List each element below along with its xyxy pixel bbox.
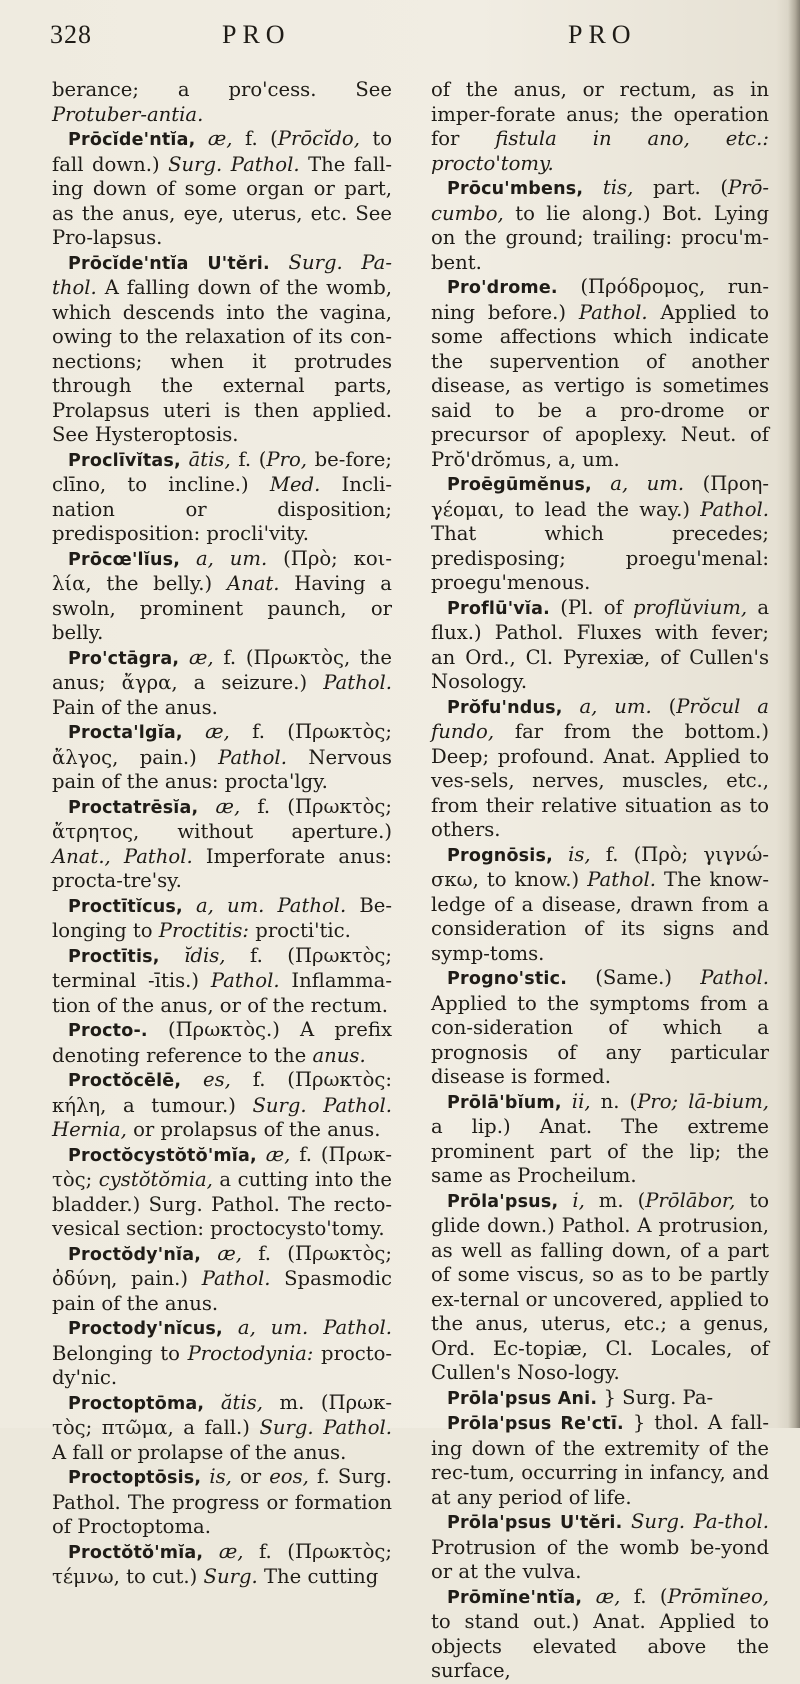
dictionary-entry — [431, 596, 769, 695]
entry-grammar: Surg. Pa-thol. — [630, 1510, 769, 1533]
entry-headword: Proctītis, — [68, 946, 160, 967]
entry-text-italic: Pro, — [266, 447, 307, 471]
entry-text: (Same.) — [595, 966, 701, 989]
entry-text: f. (Πρωκτὸς; terminal -ītis.) — [52, 943, 392, 992]
entry-text: m. (Πρωκ-τὸς; πτῶμα, a fall.) — [52, 1390, 392, 1439]
dictionary-entry — [52, 795, 392, 894]
entry-grammar: æ, — [265, 1142, 291, 1166]
entry-text-italic: Prōcĭdo, — [277, 127, 360, 150]
entry-text-italic: Anat., Pathol. — [52, 844, 193, 868]
dictionary-entry — [52, 1391, 392, 1466]
dictionary-entry — [52, 78, 392, 127]
entry-space — [567, 966, 595, 989]
dictionary-entry — [52, 1465, 392, 1540]
entry-text: of the anus, or rectum, as in imper-forate anus; the operation for — [431, 78, 769, 150]
entry-text-italic: Prōlābor, — [645, 1188, 736, 1212]
entry-text: That which precedes; predisposing; proegu'menal: proegu'menous. — [431, 522, 769, 594]
entry-space — [198, 795, 215, 818]
entry-text: f. ( — [232, 127, 278, 150]
page-number: 328 — [50, 20, 92, 49]
entry-text-italic: Surg. Pathol. Hernia, — [52, 1093, 392, 1141]
entry-headword: Proflū'vĭa. — [447, 598, 550, 619]
dictionary-entry — [431, 78, 769, 176]
entry-text-italic: Proctitis: — [158, 919, 250, 942]
dictionary-entry — [431, 1090, 769, 1189]
dictionary-entry — [431, 1386, 769, 1412]
dictionary-entry — [52, 127, 392, 251]
entry-grammar: is, — [568, 842, 591, 866]
entry-headword: Prōcĭde'ntĭa U'tĕri. — [68, 253, 270, 274]
entry-headword: Prōla'psus, — [447, 1191, 559, 1212]
entry-definition: The fall-ing down of some organ or part, as the anus, eye, uterus, etc. See Pro-lapsus. — [52, 152, 392, 249]
dictionary-entry — [431, 1189, 769, 1386]
running-head-right: PRO — [568, 20, 637, 49]
entry-definition: Incli-nation or disposition; predisposition: procli'vity. — [52, 473, 392, 545]
dictionary-entry — [431, 472, 769, 596]
entry-text: or — [231, 1465, 270, 1488]
entry-grammar: æ, — [218, 1539, 244, 1563]
entry-headword: Proctŏcystŏtŏ'mĭa, — [68, 1145, 257, 1166]
left-column — [52, 78, 392, 1590]
dictionary-entry — [52, 1068, 392, 1143]
dictionary-entry — [52, 1242, 392, 1317]
entry-headword: Prōla'psus Re'ctī. — [447, 1414, 624, 1434]
entry-space — [550, 596, 560, 619]
dictionary-entry — [431, 1510, 769, 1585]
entry-text: Protrusion of the womb be-yond or at the vulva. — [431, 1535, 769, 1583]
entry-field-label: Med. — [269, 473, 321, 496]
dictionary-entry — [52, 894, 392, 944]
entry-text: n. ( — [590, 1089, 638, 1113]
entry-field-label: Surg. Pathol. — [168, 152, 300, 176]
entry-headword: Proctŏcēlē, — [68, 1071, 182, 1091]
entry-text: Pain of the anus. — [52, 695, 218, 719]
entry-grammar: æ, — [595, 1584, 621, 1608]
entry-text: The know-ledge of a disease, drawn from a consideration of its signs and symp-toms. — [431, 868, 770, 965]
entry-grammar: Surg. Pa-thol. — [52, 250, 392, 299]
entry-headword: Proctoptōma, — [68, 1393, 205, 1414]
entry-text: Inflamma-tion of the anus, or of the rectum. — [52, 969, 392, 1017]
entry-text: } Surg. Pa- — [603, 1385, 714, 1409]
entry-text: f. (Πρωκτὸς; ἄλγος, pain.) — [52, 720, 392, 769]
entry-text: (Πρωκτὸς.) A prefix denoting reference to the — [52, 1018, 392, 1067]
dictionary-entry — [52, 720, 392, 795]
entry-text: f. ( — [230, 447, 267, 471]
entry-grammar: æ, — [207, 127, 233, 150]
entry-space — [183, 894, 196, 917]
entry-space — [257, 1143, 266, 1166]
entry-space — [183, 720, 205, 743]
dictionary-entry — [431, 275, 769, 472]
dictionary-entry — [431, 695, 769, 843]
entry-text-italic: Prŏcul a fundo, — [431, 694, 769, 743]
entry-grammar: tis, — [602, 176, 634, 199]
entry-text-italic: Pathol. — [587, 868, 656, 891]
entry-text: Applied to some affections which indicate the supervention of another disease, as vertigo is sometimes said to be a pro-drome or precursor of apoplexy. Neut. of Prŏ'drŏmus, a, um. — [431, 300, 769, 471]
entry-text: f. (Πρωκ-τὸς; — [52, 1142, 392, 1191]
entry-headword: Prōla'psus U'tĕri. — [447, 1513, 623, 1533]
entry-text: a lip.) Anat. The extreme prominent part of the lip; the same as Procheilum. — [431, 1115, 769, 1187]
entry-text-italic: eos, — [269, 1465, 309, 1488]
entry-text: Spasmodic pain of the anus. — [52, 1267, 392, 1315]
entry-space — [592, 472, 610, 495]
dictionary-entry — [52, 251, 392, 448]
entry-text-italic: fistula in ano, etc.: procto'tomy. — [431, 127, 769, 175]
entry-text: to lie along.) Bot. Lying on the ground; trailing: procu'm-bent. — [431, 201, 769, 274]
entry-space — [201, 1242, 217, 1265]
entry-grammar: ii, — [571, 1089, 591, 1113]
dictionary-entry — [431, 1411, 769, 1510]
entry-text: m. ( — [584, 1188, 646, 1212]
entry-text: (Προη-γέομαι, to lead the way.) — [431, 472, 769, 521]
entry-headword: Pro'drome. — [447, 278, 558, 298]
entry-space — [160, 944, 185, 967]
dictionary-entry — [52, 646, 392, 721]
entry-space — [195, 127, 207, 150]
entry-headword: Prōla'psus Ani. — [447, 1388, 598, 1409]
entry-headword: Procto-. — [68, 1021, 148, 1041]
entry-text-italic: Surg. — [203, 1565, 258, 1588]
entry-grammar: a, um. — [195, 546, 268, 570]
entry-grammar: ătis, — [220, 1390, 263, 1414]
entry-text-italic: Pathol. — [700, 966, 769, 989]
entry-text-italic: Pro; lā-bium, — [637, 1089, 770, 1113]
dictionary-entry — [52, 547, 392, 646]
entry-text-italic: cystŏtŏmia, — [98, 1168, 213, 1191]
entry-text-italic: Prō-cumbo, — [431, 176, 769, 225]
entry-text: (Pl. of — [560, 595, 633, 619]
entry-space — [181, 1068, 203, 1091]
entry-space — [553, 843, 568, 866]
entry-headword: Prōmĭne'ntĭa, — [447, 1587, 583, 1608]
entry-text: } thol. A fall-ing down of the extremity of the rec-tum, occurring in infancy, and at any period of life. — [431, 1411, 769, 1509]
entry-text-italic: Pathol. — [210, 969, 280, 992]
entry-text: f. (Πρωκτὸς, the anus; ἄγρα, a seizure.) — [52, 645, 392, 694]
page-edge-shadow — [788, 0, 800, 1428]
entry-text-italic: Proctodynia: — [187, 1341, 314, 1365]
entry-space — [563, 695, 580, 718]
entry-grammar: ātis, — [188, 447, 231, 471]
entry-text: f. Surg. Pathol. The progress or formation of Proctoptoma. — [52, 1465, 392, 1538]
entry-space — [558, 1189, 572, 1212]
entry-headword: Proctŏdy'nĭa, — [68, 1244, 202, 1265]
right-column — [431, 78, 769, 1684]
entry-text-italic: Protuber-antia. — [52, 102, 204, 126]
entry-text: to fall down.) — [52, 127, 392, 176]
entry-text: ( — [651, 694, 677, 718]
entry-text: (Πρὸ; κοι-λία, the belly.) — [52, 546, 392, 595]
entry-text-italic: anus. — [312, 1043, 366, 1067]
entry-grammar: a, um. — [579, 694, 652, 718]
entry-text-italic: Pathol. — [323, 671, 392, 694]
dictionary-entry — [52, 944, 392, 1019]
entry-text: a cutting into the bladder.) Surg. Pathol. The recto-vesical section: proctocysto'tomy. — [52, 1168, 392, 1240]
entry-headword: Proctītĭcus, — [68, 896, 183, 917]
entry-text: berance; a pro'cess. See — [52, 78, 392, 101]
running-head — [0, 20, 790, 54]
entry-headword: Proclīvĭtas, — [68, 450, 181, 471]
entry-space — [582, 1585, 595, 1608]
entry-text-italic: Pathol. — [218, 745, 287, 769]
entry-grammar: æ, — [217, 1241, 242, 1265]
entry-headword: Proēgūmĕnus, — [447, 475, 592, 495]
entry-text: Belonging to — [52, 1341, 188, 1365]
entry-text: or prolapsus of the anus. — [126, 1118, 381, 1141]
entry-text: Nervous pain of the anus: procta'lgy. — [52, 745, 392, 793]
entry-text: far from the bottom.) Deep; profound. Anat. Applied to ves-sels, nerves, muscles, etc., from their relative situation as to others. — [431, 720, 769, 841]
entry-text: to glide down.) Pathol. A protrusion, as well as falling down, of a part of some viscus, so as to be partly ex-ternal or uncovered, applied to the anus, uterus, etc.; a genus, Ord. Ec-topiæ, Cl. Locales, of Cullen's Noso-logy. — [431, 1188, 769, 1384]
entry-text: A falling down of the womb, which descends into the vagina, owing to the relaxation of its con-nections; when it protrudes through the external parts, Prolapsus uteri is then applied. See Hysteroptosis. — [52, 276, 392, 446]
entry-space — [583, 176, 603, 199]
entry-headword: Progno'stic. — [447, 969, 568, 989]
entry-text: f. (Πρωκτὸς; ὀδύνη, pain.) — [52, 1241, 392, 1290]
dictionary-entry — [431, 966, 769, 1090]
dictionary-entry — [431, 1585, 769, 1684]
entry-grammar: es, — [203, 1068, 231, 1091]
entry-headword: Pro'ctāgra, — [68, 648, 180, 669]
entry-text: part. ( — [633, 176, 729, 199]
entry-grammar: æ, — [188, 645, 214, 669]
dictionary-entry — [431, 843, 769, 967]
dictionary-entry — [52, 1316, 392, 1391]
entry-text-italic: Anat. — [226, 572, 280, 595]
dictionary-entry — [52, 1018, 392, 1068]
entry-text: procti'tic. — [249, 919, 351, 942]
entry-text: be-fore; clīno, to incline.) — [52, 447, 392, 496]
entry-text: f. (Πρωκτὸς; τέμνω, to cut.) — [52, 1539, 392, 1588]
entry-text-italic: Pathol. — [578, 300, 648, 324]
entry-headword: Proctoptōsis, — [68, 1468, 202, 1488]
dictionary-entry — [52, 1143, 392, 1242]
entry-text: f. ( — [620, 1584, 668, 1608]
entry-headword: Prognōsis, — [447, 845, 553, 866]
entry-space — [223, 1316, 238, 1339]
entry-headword: Procta'lgĭa, — [68, 723, 183, 743]
entry-space — [179, 646, 189, 669]
entry-text-italic: Surg. Pathol. — [259, 1416, 392, 1439]
entry-headword: Prōlā'bĭum, — [447, 1092, 562, 1113]
entry-headword: Prōcu'mbens, — [447, 179, 584, 199]
entry-headword: Proctody'nĭcus, — [68, 1319, 223, 1339]
entry-grammar: a, um. Pathol. — [195, 893, 347, 917]
entry-text-italic: proflŭvium, — [632, 595, 748, 619]
entry-space — [622, 1510, 630, 1533]
entry-grammar: æ, — [215, 794, 241, 818]
entry-text: Be-longing to — [52, 893, 392, 942]
entry-text: f. (Πρὸ; γιγνώ-σκω, to know.) — [431, 842, 769, 891]
entry-text-italic: Pathol. — [201, 1267, 271, 1290]
dictionary-entry — [52, 448, 392, 547]
entry-text: f. (Πρωκτὸς; ἄτρητος, without aperture.) — [52, 794, 392, 843]
entry-text-italic: Pathol. — [700, 497, 769, 521]
dictionary-entry — [52, 1540, 392, 1590]
entry-headword: Prōcĭde'ntĭa, — [68, 130, 196, 150]
entry-headword: Proctŏtŏ'mĭa, — [68, 1542, 204, 1563]
entry-space — [558, 275, 581, 298]
entry-grammar: æ, — [205, 720, 230, 743]
entry-headword: Prōcœ'lĭus, — [68, 549, 181, 570]
entry-grammar: ĭdis, — [184, 943, 226, 967]
entry-space — [181, 448, 189, 471]
entry-text: a flux.) Pathol. Fluxes with fever; an Ord., Cl. Pyrexiæ, of Cullen's Nosology. — [431, 595, 769, 693]
entry-grammar: i, — [572, 1188, 585, 1212]
entry-text: A fall or prolapse of the anus. — [52, 1440, 347, 1464]
entry-text: Having a swoln, prominent paunch, or belly. — [52, 572, 392, 644]
entry-space — [203, 1540, 219, 1563]
entry-text-italic: Prōmĭneo, — [667, 1584, 769, 1608]
entry-grammar: a, um. Pathol. — [237, 1316, 392, 1339]
dictionary-entry — [431, 176, 769, 275]
entry-space — [624, 1411, 633, 1434]
entry-space — [562, 1090, 572, 1113]
entry-text: Applied to the symptoms from a con-sideration of which a prognosis of any particular disease is formed. — [431, 991, 769, 1088]
entry-text: Imperforate anus: procta-tre'sy. — [52, 844, 392, 892]
entry-space — [180, 547, 196, 570]
entry-text: (Πρόδρομος, run-ning before.) — [431, 275, 769, 324]
entry-text: procto-dy'nic. — [52, 1341, 393, 1389]
entry-text: The cutting — [257, 1565, 379, 1588]
entry-grammar: a, um. — [610, 472, 685, 495]
entry-space — [204, 1391, 221, 1414]
running-head-left: PRO — [222, 20, 291, 49]
entry-text: f. (Πρωκτὸς: κήλη, a tumour.) — [52, 1068, 392, 1117]
entry-headword: Prŏfu'ndus, — [447, 697, 563, 718]
entry-space — [270, 251, 289, 274]
entry-space — [148, 1018, 168, 1041]
entry-headword: Proctatrēsĭa, — [68, 797, 199, 818]
entry-text: to stand out.) Anat. Applied to objects elevated above the surface, — [431, 1610, 769, 1682]
entry-grammar: is, — [209, 1465, 232, 1488]
